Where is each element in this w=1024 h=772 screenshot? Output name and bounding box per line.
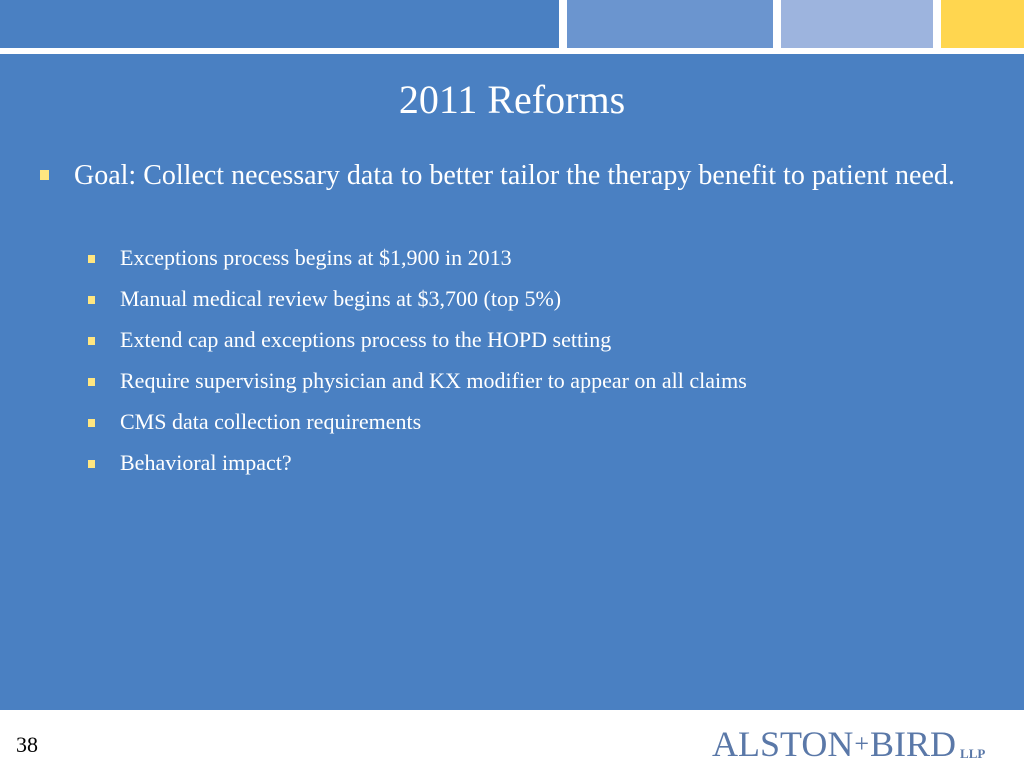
sub-bullet-text: CMS data collection requirements — [120, 409, 422, 434]
sub-bullet — [120, 285, 1000, 313]
header-block-4 — [941, 0, 1024, 48]
square-bullet-icon — [40, 170, 49, 180]
sub-bullet-text: Behavioral impact? — [120, 450, 292, 475]
sub-bullet-text: Require supervising physician and KX modifier to appear on all claims — [120, 368, 747, 393]
slide-content — [0, 54, 1024, 710]
sub-bullet — [120, 326, 1000, 354]
header-block-2 — [567, 0, 773, 48]
main-bullet-text: Goal: Collect necessary data to better tailor the therapy benefit to patient need. — [74, 160, 955, 191]
square-bullet-icon — [88, 419, 95, 427]
square-bullet-icon — [88, 255, 95, 263]
square-bullet-icon — [88, 337, 95, 345]
header-block-1 — [0, 0, 559, 48]
alston-bird-logo: ALSTON+BIRD LLP — [712, 724, 986, 764]
square-bullet-icon — [88, 378, 95, 386]
slide-title: 2011 Reforms — [398, 77, 626, 122]
square-bullet-icon — [88, 460, 95, 468]
sub-bullet-text: Manual medical review begins at $3,700 (top 5%) — [120, 286, 562, 311]
footer — [0, 710, 1024, 768]
sub-bullet — [120, 449, 1000, 477]
square-bullet-icon — [88, 296, 95, 304]
sub-bullet — [120, 367, 1000, 395]
sub-bullet — [120, 244, 1000, 272]
sub-bullet-text: Extend cap and exceptions process to the HOPD setting — [120, 327, 612, 352]
sub-bullet-text: Exceptions process begins at $1,900 in 2013 — [120, 245, 512, 270]
page-number: 38 — [16, 732, 38, 757]
sub-bullet — [120, 408, 1000, 436]
header-block-3 — [781, 0, 933, 48]
main-bullet — [74, 156, 994, 196]
